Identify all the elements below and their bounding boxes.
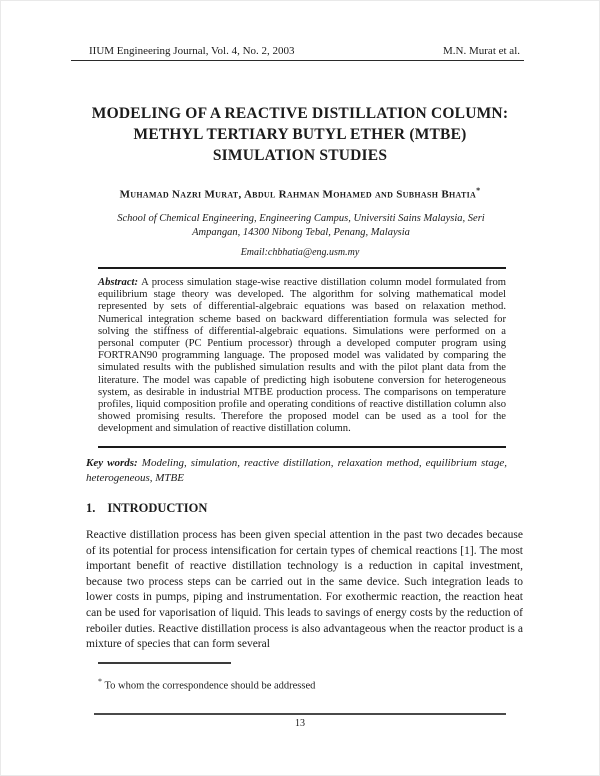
author-names: Muhamad Nazri Murat, Abdul Rahman Mohamed and Subhash Bhatia [119, 188, 477, 201]
running-header [71, 45, 524, 61]
abstract-label: Abstract: [98, 277, 139, 288]
affiliation: School of Chemical Engineering, Engineering Campus, Universiti Sains Malaysia, Seri Ampangan, 14300 Nibong Tebal, Penang, Malaysia [117, 213, 485, 238]
keywords-text: Modeling, simulation, reactive distillation, relaxation method, equilibrium stage, heterogeneous, MTBE [86, 457, 507, 484]
footer-rule [94, 713, 506, 715]
abstract-text: A process simulation stage-wise reactive distillation column model formulated from equilibrium stage theory was developed. The algorithm for solving mathematical model represented by sets of differential-algebraic equations was based on relaxation method. Numerical integration scheme based on backward differentiation formula was selected for solving the stiffness of differential-algebraic equations. Simulations were performed on a personal computer (PC Pentium processor) through a developed computer program using FORTRAN90 programming language. The proposed model was validated by comparing the simulated results with the published simulation results and with the pilot plant data from the literature. The model was capable of predicting high isobutene conversion for heterogeneous system, as desirable in industrial MTBE production process. The comparisons on temperature profiles, liquid composition profile and operating conditions of reactive distillation column also showed promising results. Therefore the proposed model can be used as a tool for the development and simulation of reactive distillation column. [98, 277, 506, 435]
footnote-mark: * [98, 677, 102, 686]
page-number: 13 [295, 718, 305, 729]
corresponding-author-mark: * [476, 186, 481, 195]
paper-title [41, 103, 559, 166]
abstract-top-rule [98, 267, 506, 269]
footnote-text: To whom the correspondence should be addressed [104, 680, 316, 692]
section-heading-introduction [86, 501, 207, 516]
abstract-bottom-rule [98, 446, 506, 448]
contact-email: Email:chbhatia@eng.usm.my [240, 247, 360, 258]
paper-title-line-2: METHYL TERTIARY BUTYL ETHER (MTBE) [133, 126, 467, 143]
footnote [98, 677, 498, 692]
keywords [86, 456, 507, 485]
authors-line [1, 186, 599, 201]
authors-short-reference: M.N. Murat et al. [443, 45, 520, 57]
introduction-paragraph: Reactive distillation process has been given special attention in the past two decades because of its potential for process intensification for certain types of chemical reactions [1]. The most important benefit of reactive distillation technology is a reduction in capital investment, because two process steps can be carried out in the same device. Such integration leads to lower costs in pumps, piping and instrumentation. For exothermic reaction, the reaction heat can be used for vaporisation of liquid. This leads to savings of energy costs by the reduction of reboiler duties. Reactive distillation process is also advantageous when the reactor product is a mixture of species that can form several [86, 529, 523, 651]
abstract [98, 277, 506, 436]
footnote-separator-rule [98, 662, 231, 664]
keywords-label: Key words: [86, 457, 138, 469]
section-number: 1. [86, 501, 96, 515]
paper-title-line-1: MODELING OF A REACTIVE DISTILLATION COLUMN: [91, 105, 509, 122]
journal-reference: IIUM Engineering Journal, Vol. 4, No. 2, 2003 [89, 45, 295, 57]
section-heading-text: INTRODUCTION [107, 501, 208, 515]
paper-title-line-3: SIMULATION STUDIES [212, 147, 388, 164]
